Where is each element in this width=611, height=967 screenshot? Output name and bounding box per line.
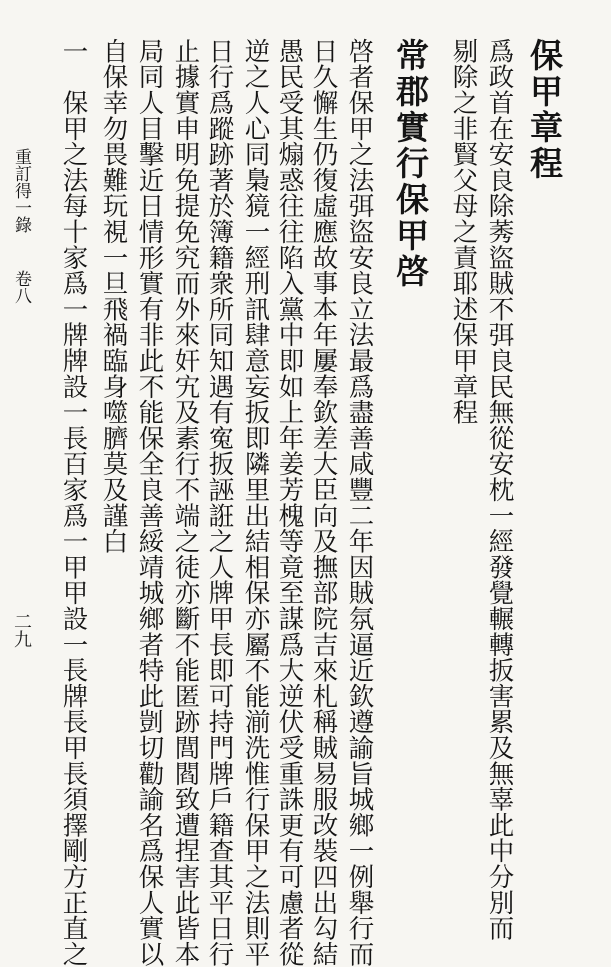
section2-line-7: 局同人目擊近日情形實有非此不能保全良善綏靖城鄉者特此剴切勸諭名爲保人實以: [134, 38, 165, 967]
section2-title: 常郡實行保甲啓: [391, 38, 430, 290]
section2-line-5: 日行爲蹤跡著於簿籍衆所同知遇有寃扳誣誑之人牌甲長即可持門牌戶籍查其平日行: [204, 38, 235, 967]
section2-line-8: 自保幸勿畏難玩視一旦飛禍臨身噬臍莫及謹白: [98, 38, 129, 554]
book-title: 重訂得一錄: [11, 148, 31, 233]
section1-line-2: 剔除之非賢父母之責耶述保甲章程: [448, 38, 479, 425]
section1-line-1: 爲政首在安良除莠盜賊不弭良民無從安枕一經發覺輾轉扳害累及無辜此中分別而: [484, 38, 515, 941]
section2-line-1: 啓者保甲之法弭盜安良立法最爲盡善咸豐二年因賊氛逼近欽遵諭旨城鄉一例舉行而: [344, 38, 375, 967]
section2-line-3: 愚民受其煽惑往往陷入黨中即如上年姜芳槐等竟至謀爲大逆伏受重誅更有可慮者從: [274, 38, 305, 967]
section1-title: 保甲章程: [525, 38, 564, 182]
section2-line-6: 止據實申明免提免究而外來奸宄及素行不端之徒亦斷不能匿跡閭閻致遭捏害此皆本: [170, 38, 201, 967]
section2-line-4: 逆之人心同梟獍一經刑訊肆意妄扳即隣里出結相保亦屬不能湔洗惟行保甲之法則平: [240, 38, 271, 967]
section3-line-1: 一 保甲之法每十家爲一牌牌設一長百家爲一甲甲設一長牌長甲長須擇剛方正直之: [58, 38, 89, 967]
volume-label: 卷八: [11, 270, 31, 304]
section2-line-2: 日久懈生仍復虛應故事本年屢奉欽差大臣向及撫部院吉來札稱賊易服改裝四出勾結: [308, 38, 339, 967]
page-number: 二九: [11, 612, 32, 648]
